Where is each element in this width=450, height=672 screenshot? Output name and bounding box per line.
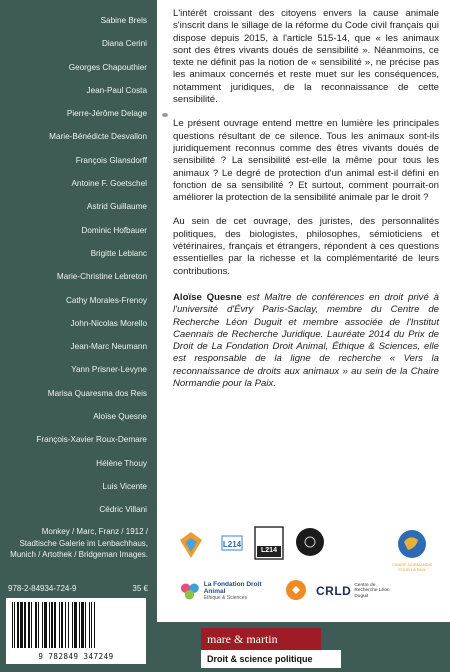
partner-logos <box>170 522 445 620</box>
author-name: François-Xavier Roux-Demare <box>36 435 147 445</box>
l214-small-logo <box>220 532 244 560</box>
author-name: Yann Prisner-Levyne <box>71 365 147 375</box>
crld-logo <box>316 580 396 602</box>
author-bio <box>173 292 439 390</box>
author-name: John-Nicolas Morello <box>70 318 147 328</box>
fondation-label: La Fondation Droit Animal <box>203 581 262 595</box>
author-name: Marie-Christine Lebreton <box>56 272 147 282</box>
sfdi-logo <box>286 580 306 600</box>
publisher-name: mare & martin <box>201 628 321 650</box>
author-name: Jean-Paul Costa <box>86 85 147 95</box>
author-name: Dominic Hofbauer <box>81 225 147 235</box>
crld-label: CRLD <box>316 584 352 598</box>
author-name: Jean-Marc Neumann <box>70 342 147 352</box>
author-name: Brigitte Leblanc <box>90 248 147 258</box>
crld-sublabel: Centre de Recherche Léon Duguit <box>354 582 390 599</box>
image-credit: Monkey / Marc, Franz / 1912 / Stadtische Galerie im Lenbachhaus, Munich / Artothek / Bridgeman Images. <box>10 527 148 559</box>
university-logo <box>178 530 204 560</box>
society-logo <box>296 528 324 556</box>
barcode-bars <box>12 602 140 648</box>
paragraph-questions: Le présent ouvrage entend mettre en lumière les principales questions résultant de ce silence. Tous les animaux sont-ils juridiquement reconnus comme des êtres vivants doués de sensibilité ? La sensibilité est-elle la même pour tous les animaux ? Le degré de protection d'un animal est-il défini en fonction de sa sensibilité ? Et surtout, comment pourrait-on améliorer la protection de la sensibilité animale par le droit ? <box>173 118 439 204</box>
author-name: Georges Chapouthier <box>68 62 147 72</box>
publisher-bar <box>157 622 450 672</box>
author-name: Hélène Thouy <box>96 458 147 468</box>
bio-name: Aloïse Quesne <box>173 291 242 303</box>
bio-text: est Maître de conférences en droit privé à l'université d'Évry Paris-Saclay, membre du Centre de Recherche Léon Duguit et membre associée de l'Institut Caennais de Recherche Juridique. Lauréate 2014 du Prix de Droit de La Fondation Droit Animal, Éthique & Sciences, elle est responsable de la ligne de recherche « Vers la reconnaissance de droits aux animaux » au sein de la Chaire Normandie pour la Paix. <box>173 291 439 390</box>
chaire-label: CHAIRE NORMANDIE POUR LA PAIX <box>391 562 433 572</box>
barcode-digits: 9 782849 347249 <box>38 652 114 661</box>
barcode-bar <box>95 602 96 648</box>
author-name: Aloïse Quesne <box>93 412 147 422</box>
author-name: Cédric Villani <box>99 505 147 515</box>
author-name: François Glansdorff <box>75 155 147 165</box>
author-name: Diana Cerini <box>101 39 147 49</box>
author-name: Cathy Morales-Frenoy <box>66 295 147 305</box>
fondation-sublabel: Éthique & Sciences <box>203 595 248 601</box>
author-name: Astrid Guillaume <box>86 202 147 212</box>
publisher-logo <box>201 628 321 672</box>
back-cover-text <box>173 8 439 402</box>
decorative-dot <box>162 113 168 117</box>
l214-logo <box>254 526 284 560</box>
paragraph-intro: L'intérêt croissant des citoyens envers la cause animale s'inscrit dans le sillage de la réforme du Code civil français qui dispose depuis 2015, à l'article 515-14, que « les animaux sont des êtres vivants doués de sensibilité ». Néanmoins, ce texte ne définit pas la notion de « sensibilité », ne précise pas les animaux concernés et reste muet sur les conséquences, notamment juridiques, de la reconnaissance de cette sensibilité. <box>173 8 439 106</box>
author-list <box>0 10 147 523</box>
author-name: Antoine F. Goetschel <box>71 179 147 189</box>
authors-sidebar <box>0 0 157 672</box>
barcode <box>6 598 146 664</box>
author-name: Marisa Quaresma dos Reis <box>47 388 147 398</box>
isbn-price-line <box>8 584 148 593</box>
author-name: Pierre-Jérôme Delage <box>66 109 147 119</box>
collection-name: Droit & science politique <box>201 650 341 668</box>
author-name: Sabine Brels <box>100 16 147 25</box>
chaire-normandie-logo <box>390 522 434 572</box>
author-name: Luis Vicente <box>102 481 147 491</box>
svg-text:L214: L214 <box>222 540 242 549</box>
isbn: 978-2-84934-724-9 <box>8 584 77 593</box>
fondation-droit-animal-logo <box>180 580 280 602</box>
author-name: Marie-Bénédicte Desvallon <box>49 132 147 142</box>
price: 35 € <box>132 584 148 593</box>
l214-label: L214 <box>261 547 277 554</box>
paragraph-contributors: Au sein de cet ouvrage, des juristes, des personnalités politiques, des biologistes, philosophes, sémioticiens et vétérinaires, français et étrangers, répondent à ces questions essentielles par la richesse et la complémentarité de leurs contributions. <box>173 216 439 277</box>
